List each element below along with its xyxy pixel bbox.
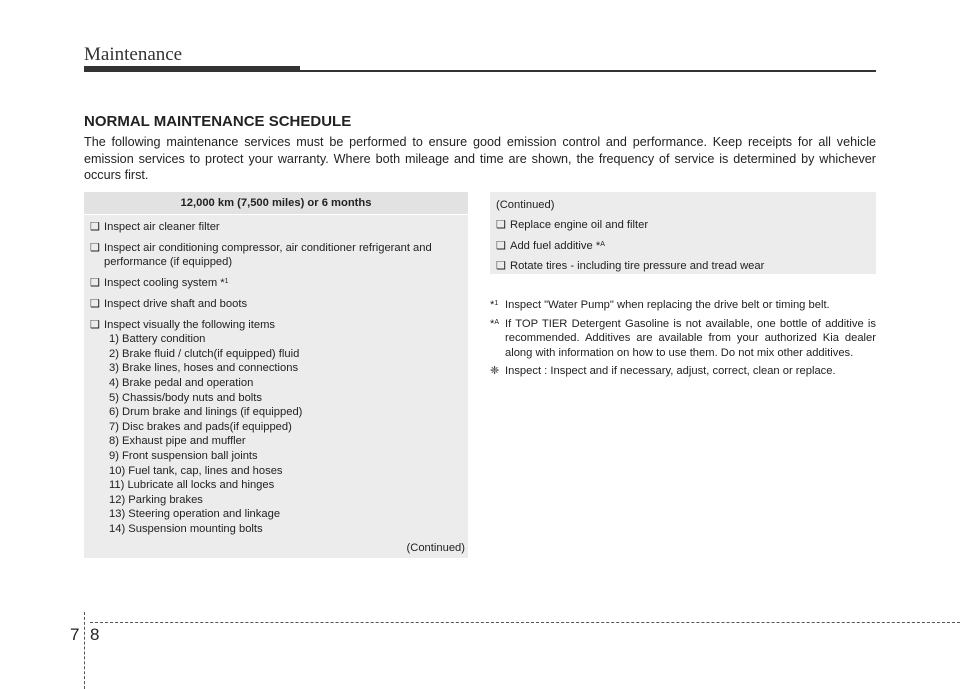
continued-label: (Continued)	[496, 199, 555, 211]
checklist-item	[90, 318, 462, 537]
sub-item: 4) Brake pedal and operation	[109, 377, 254, 389]
checkbox-icon: ❑	[496, 260, 507, 273]
sub-item: 7) Disc brakes and pads(if equipped)	[109, 420, 292, 433]
item-text: Replace engine oil and filter	[510, 219, 649, 231]
sub-item: 14) Suspension mounting bolts	[109, 522, 263, 535]
marker-glyph: ❈	[490, 365, 500, 378]
footnote-marker	[490, 298, 498, 313]
header-rule	[300, 70, 876, 72]
schedule-box-right	[490, 192, 876, 274]
continued-label: (Continued)	[406, 542, 465, 554]
checkbox-icon: ❑	[496, 219, 507, 231]
item-sup: 1	[224, 278, 229, 286]
checklist-item	[90, 241, 462, 270]
schedule-box-left	[84, 192, 468, 558]
sub-list	[109, 332, 462, 536]
footnote	[490, 317, 876, 361]
footnote-marker	[490, 317, 499, 332]
checkbox-icon: ❑	[90, 277, 101, 290]
checkbox-icon: ❑	[90, 221, 101, 233]
header-bar	[84, 66, 300, 72]
checklist-item	[90, 276, 462, 291]
checkbox-icon: ❑	[90, 297, 101, 310]
marker-glyph: *	[490, 299, 495, 311]
sub-item: 8) Exhaust pipe and muffler	[109, 435, 246, 448]
checklist	[84, 215, 468, 537]
intro-paragraph: The following maintenance services must be performed to ensure good emission control and performance. Keep receipts for all vehicle emission services to protect your warranty. Where both mileage and time are shown, the frequency of service is determined by whichever occurs first.	[84, 135, 876, 182]
item-text: Inspect visually the following items	[104, 318, 275, 331]
item-text: Inspect air cleaner filter	[104, 221, 220, 233]
marker-sup: 1	[494, 300, 499, 307]
sub-item: 5) Chassis/body nuts and bolts	[109, 391, 262, 404]
footnote-text: Inspect : Inspect and if necessary, adjust, correct, clean or replace.	[505, 365, 836, 378]
footnote-text: If TOP TIER Detergent Gasoline is not available, one bottle of additive is recommended. Additives are available from your authorized Kia dealer along with information on how to use them. Do not mix other additives.	[505, 317, 876, 359]
checklist	[490, 192, 876, 274]
sub-item: 2) Brake fluid / clutch(if equipped) fluid	[109, 347, 300, 360]
item-text: Rotate tires - including tire pressure and tread wear	[510, 260, 765, 273]
sub-item: 3) Brake lines, hoses and connections	[109, 362, 299, 375]
sub-item: 9) Front suspension ball joints	[109, 449, 258, 462]
checkbox-icon: ❑	[496, 239, 507, 252]
footnote	[490, 364, 876, 379]
checklist-item	[90, 297, 462, 312]
item-sup: A	[600, 240, 605, 248]
schedule-interval-header: 12,000 km (7,500 miles) or 6 months	[84, 192, 468, 215]
section-title: NORMAL MAINTENANCE SCHEDULE	[84, 113, 352, 130]
sub-item: 12) Parking brakes	[109, 493, 203, 506]
checkbox-icon: ❑	[90, 318, 101, 331]
sub-item: 1) Battery condition	[109, 333, 206, 346]
item-text: Add fuel additive *	[510, 239, 601, 252]
footnote-text: Inspect "Water Pump" when replacing the drive belt or timing belt.	[505, 299, 830, 311]
checkbox-icon: ❑	[90, 241, 101, 254]
checklist-item	[496, 218, 870, 233]
footnote	[490, 298, 876, 313]
page-chapter-number: 7	[70, 625, 80, 644]
checklist-item	[496, 239, 870, 254]
footnotes	[490, 298, 876, 383]
footer-vertical-rule	[84, 612, 85, 689]
sub-item: 6) Drum brake and linings (if equipped)	[109, 406, 303, 419]
footnote-marker	[490, 364, 499, 379]
page-header-title: Maintenance	[84, 44, 183, 65]
item-text: Inspect cooling system *	[104, 277, 225, 290]
sub-item: 13) Steering operation and linkage	[109, 508, 281, 521]
footer-horizontal-rule	[90, 622, 960, 623]
item-text: Inspect drive shaft and boots	[104, 297, 248, 310]
marker-sup: A	[494, 318, 500, 326]
marker-glyph: *	[490, 317, 495, 330]
item-text: Inspect air conditioning compressor, air conditioner refrigerant and performance (if equipped)	[104, 241, 432, 269]
sub-item: 10) Fuel tank, cap, lines and hoses	[109, 464, 283, 477]
sub-item: 11) Lubricate all locks and hinges	[109, 479, 275, 492]
page-number: 8	[90, 625, 100, 644]
checklist-item	[496, 259, 870, 274]
checklist-item	[90, 220, 462, 235]
